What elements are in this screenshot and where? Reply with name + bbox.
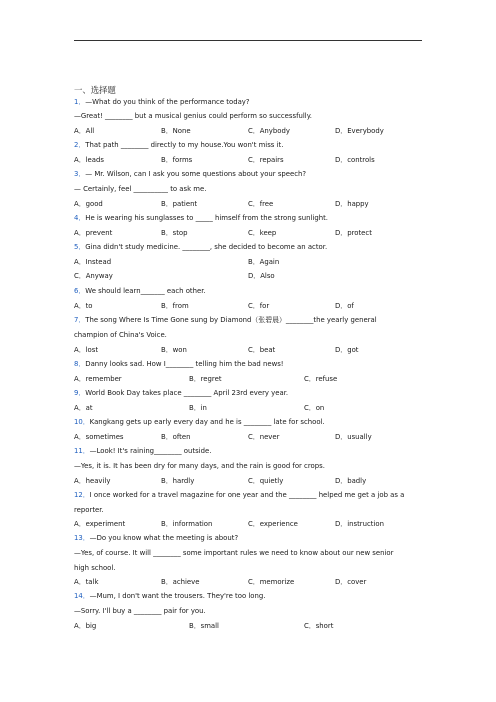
question-stem-continued <box>74 549 393 558</box>
question-text: —Yes, of course. It will ________ some important rules we need to know about our new senior <box>74 549 394 557</box>
question-stem <box>74 592 265 601</box>
question-stem-continued <box>74 564 116 573</box>
question-number: 8． <box>74 360 86 368</box>
question-text: I once worked for a travel magazine for one year and the ________ helped me get a job as a <box>89 491 405 499</box>
question-number: 12． <box>74 491 90 499</box>
question-stem <box>74 389 288 398</box>
answer-option[interactable]: A．at <box>74 404 93 412</box>
answer-option[interactable]: C．Anybody <box>248 127 290 135</box>
question-stem <box>74 98 250 107</box>
answer-option[interactable]: B．regret <box>189 375 222 383</box>
answer-option[interactable]: A．prevent <box>74 229 113 237</box>
question-stem <box>74 243 327 252</box>
answer-option[interactable]: A．heavily <box>74 477 111 485</box>
question-text: —Mum, I don't want the trousers. They're too long. <box>89 592 266 600</box>
answer-option[interactable]: A．remember <box>74 375 122 383</box>
question-number: 3． <box>74 170 86 178</box>
question-text: —Do you know what the meeting is about? <box>89 534 239 542</box>
question-stem <box>74 447 211 456</box>
question-stem <box>74 316 377 325</box>
question-stem-continued <box>74 607 206 616</box>
question-number: 14． <box>74 592 90 600</box>
answer-option[interactable]: D．usually <box>335 433 372 441</box>
question-number: 4． <box>74 214 86 222</box>
answer-option[interactable]: D．got <box>335 346 359 354</box>
answer-option[interactable]: C．memorize <box>248 578 295 586</box>
answer-option[interactable]: A．good <box>74 200 103 208</box>
answer-option[interactable]: D．Everybody <box>335 127 384 135</box>
answer-option[interactable]: D．cover <box>335 578 367 586</box>
answer-option[interactable]: C．experience <box>248 520 298 528</box>
question-text: —Yes, it is. It has been dry for many days, and the rain is good for crops. <box>74 462 325 470</box>
question-stem <box>74 534 238 543</box>
question-text: high school. <box>74 564 116 572</box>
answer-option[interactable]: A．All <box>74 127 95 135</box>
answer-option[interactable]: B．small <box>189 622 219 630</box>
answer-option[interactable]: A．sometimes <box>74 433 124 441</box>
answer-option[interactable]: B．Again <box>248 258 280 266</box>
question-stem-continued <box>74 112 312 121</box>
question-stem <box>74 491 404 500</box>
question-number: 7． <box>74 316 86 324</box>
answer-option[interactable]: B．forms <box>161 156 193 164</box>
question-number: 9． <box>74 389 86 397</box>
question-text: That path ________ directly to my house.You won't miss it. <box>85 141 284 149</box>
question-text: reporter. <box>74 506 104 514</box>
answer-option[interactable]: D．instruction <box>335 520 384 528</box>
question-text: — Certainly, feel __________ to ask me. <box>74 185 207 193</box>
question-stem <box>74 170 306 179</box>
question-number: 11． <box>74 447 90 455</box>
answer-option[interactable]: C．repairs <box>248 156 284 164</box>
question-text: He is wearing his sunglasses to _____ himself from the strong sunlight. <box>85 214 328 222</box>
answer-option[interactable]: B．in <box>189 404 207 412</box>
answer-option[interactable]: D．of <box>335 302 354 310</box>
question-text: World Book Day takes place ________ April 23rd every year. <box>85 389 289 397</box>
answer-option[interactable]: A．lost <box>74 346 99 354</box>
question-stem-continued <box>74 462 325 471</box>
answer-option[interactable]: A．Instead <box>74 258 112 266</box>
answer-option[interactable]: A．to <box>74 302 93 310</box>
answer-option[interactable]: B．often <box>161 433 191 441</box>
answer-option[interactable]: D．badly <box>335 477 367 485</box>
question-text: Kangkang gets up early every day and he is ________ late for school. <box>89 418 325 426</box>
question-stem-continued <box>74 331 167 340</box>
question-text: —Sorry. I'll buy a ________ pair for you. <box>74 607 206 615</box>
answer-option[interactable]: C．on <box>304 404 325 412</box>
question-text: The song Where Is Time Gone sung by Diamond（张碧晨）________the yearly general <box>85 316 377 324</box>
question-stem <box>74 287 206 296</box>
answer-option[interactable]: B．stop <box>161 229 188 237</box>
question-stem-continued <box>74 506 104 515</box>
answer-option[interactable]: D．controls <box>335 156 375 164</box>
answer-option[interactable]: D．happy <box>335 200 369 208</box>
question-number: 1． <box>74 98 86 106</box>
answer-option[interactable]: D．Also <box>248 272 275 280</box>
question-number: 10． <box>74 418 90 426</box>
answer-option[interactable]: A．leads <box>74 156 104 164</box>
question-text: Gina didn't study medicine. ________, she decided to become an actor. <box>85 243 328 251</box>
section-title: 一、选择题 <box>74 85 116 95</box>
question-text: — Mr. Wilson, can I ask you some questions about your speech? <box>85 170 307 178</box>
answer-option[interactable]: B．from <box>161 302 189 310</box>
answer-option[interactable]: D．protect <box>335 229 372 237</box>
answer-option[interactable]: A．talk <box>74 578 99 586</box>
answer-option[interactable]: C．beat <box>248 346 276 354</box>
answer-option[interactable]: C．keep <box>248 229 277 237</box>
answer-option[interactable]: B．patient <box>161 200 198 208</box>
answer-option[interactable]: C．quietly <box>248 477 284 485</box>
answer-option[interactable]: B．won <box>161 346 187 354</box>
question-text: We should learn_______ each other. <box>85 287 206 295</box>
question-text: Danny looks sad. How I________ telling him the bad news! <box>85 360 284 368</box>
question-number: 2． <box>74 141 86 149</box>
answer-option[interactable]: C．free <box>248 200 274 208</box>
answer-option[interactable]: B．None <box>161 127 191 135</box>
question-stem <box>74 141 283 150</box>
question-number: 6． <box>74 287 86 295</box>
answer-option[interactable]: C．for <box>248 302 270 310</box>
question-stem <box>74 360 284 369</box>
question-stem <box>74 214 328 223</box>
answer-option[interactable]: A．big <box>74 622 97 630</box>
answer-option[interactable]: C．never <box>248 433 280 441</box>
question-number: 5． <box>74 243 86 251</box>
question-stem-continued <box>74 185 206 194</box>
question-number: 13． <box>74 534 90 542</box>
question-stem <box>74 418 325 427</box>
answer-option[interactable]: C．refuse <box>304 375 338 383</box>
answer-option[interactable]: A．experiment <box>74 520 126 528</box>
answer-option[interactable]: B．information <box>161 520 213 528</box>
answer-option[interactable]: C．short <box>304 622 334 630</box>
question-text: champion of China's Voice. <box>74 331 167 339</box>
answer-option[interactable]: B．achieve <box>161 578 200 586</box>
question-text: —What do you think of the performance today? <box>85 98 250 106</box>
header-rule <box>74 40 422 41</box>
question-text: —Look! It's raining________ outside. <box>89 447 212 455</box>
question-text: —Great! ________ but a musical genius could perform so successfully. <box>74 112 312 120</box>
answer-option[interactable]: C．Anyway <box>74 272 113 280</box>
answer-option[interactable]: B．hardly <box>161 477 195 485</box>
